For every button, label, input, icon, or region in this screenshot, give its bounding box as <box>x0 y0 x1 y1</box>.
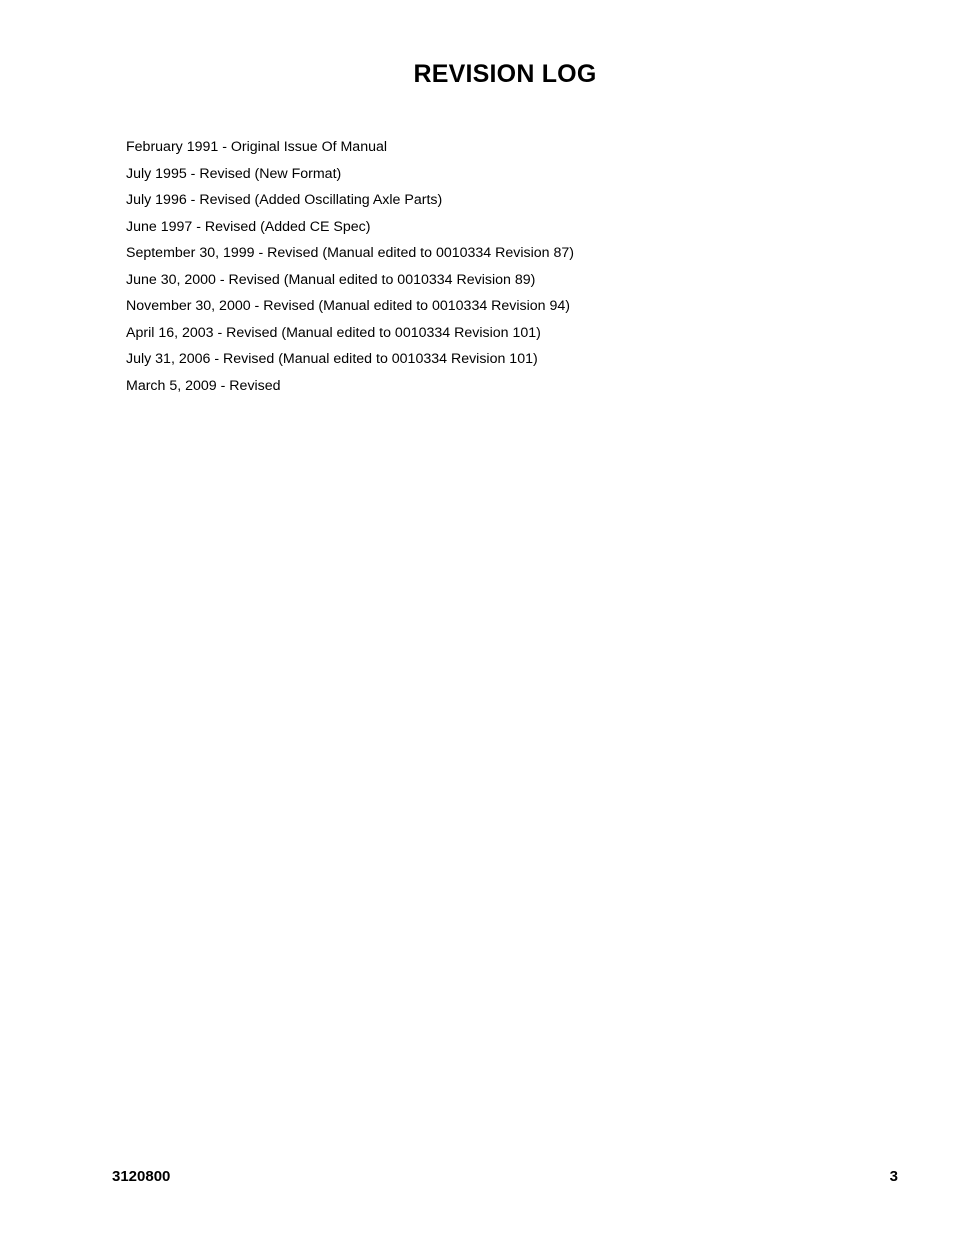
revision-entry: July 1996 - Revised (Added Oscillating Axle Parts) <box>126 192 443 208</box>
revision-entry: September 30, 1999 - Revised (Manual edited to 0010334 Revision 87) <box>126 245 574 261</box>
revision-log-list <box>126 134 574 399</box>
revision-entry: November 30, 2000 - Revised (Manual edited to 0010334 Revision 94) <box>126 298 571 314</box>
revision-entry: June 1997 - Revised (Added CE Spec) <box>126 218 371 235</box>
revision-entry: July 1995 - Revised (New Format) <box>126 165 342 182</box>
revision-entry: June 30, 2000 - Revised (Manual edited to 0010334 Revision 89) <box>126 271 536 288</box>
footer-document-number: 3120800 <box>112 1168 171 1185</box>
revision-entry: February 1991 - Original Issue Of Manual <box>126 139 388 155</box>
footer-page-number: 3 <box>889 1168 898 1185</box>
revision-entry: April 16, 2003 - Revised (Manual edited to 0010334 Revision 101) <box>126 324 541 341</box>
revision-entry: March 5, 2009 - Revised <box>126 377 281 394</box>
page-title: REVISION LOG <box>413 60 597 88</box>
revision-entry: July 31, 2006 - Revised (Manual edited to 0010334 Revision 101) <box>126 351 538 367</box>
